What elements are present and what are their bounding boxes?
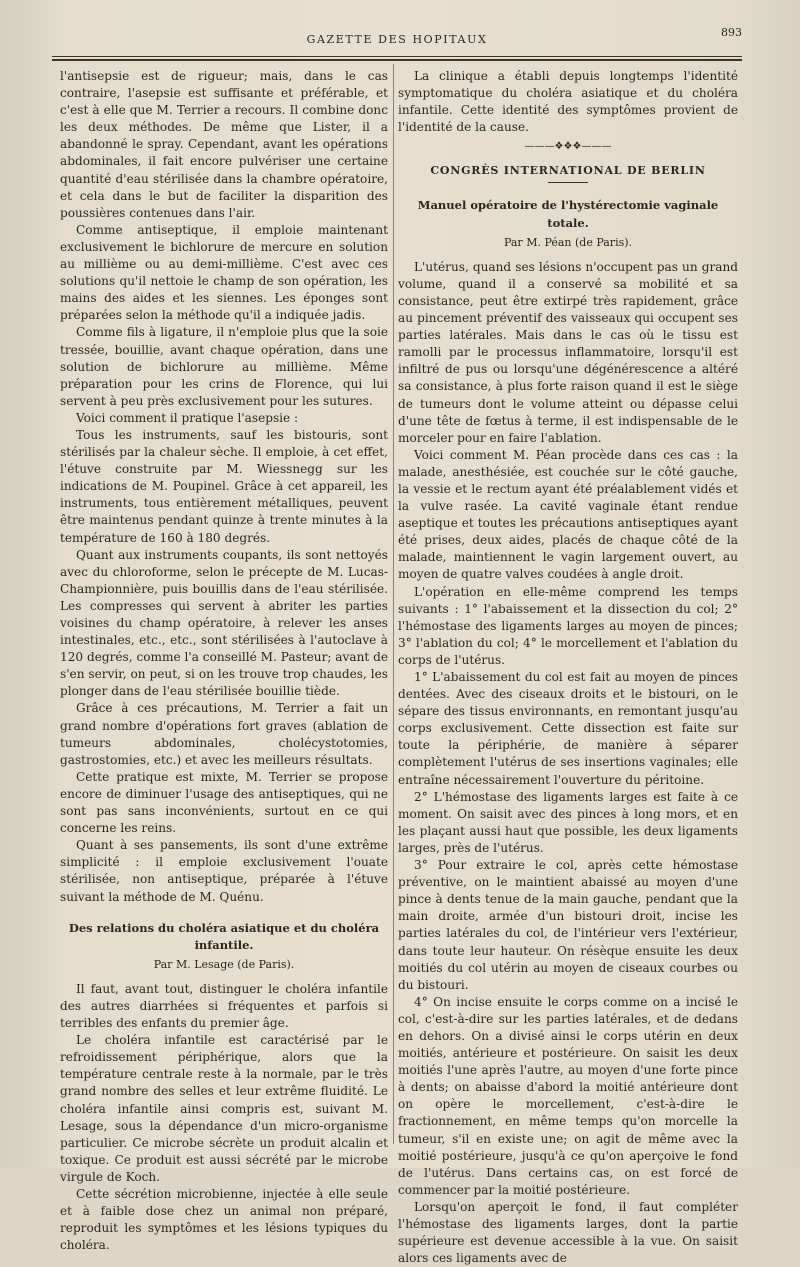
paragraph: Lorsqu'on aperçoit le fond, il faut compléter l'hémostase des ligaments larges, dont la partie supérieure est devenue accessible à la vue. On saisit alors ces ligaments avec de <box>398 1199 738 1266</box>
paragraph: Tous les instruments, sauf les bistouris, sont stérilisés par la chaleur sèche. Il emploie, à cet effet, l'étuve construite par M. Wiessnegg sur les indications de M. Poupinel. Grâce à cet appareil, les instruments, tous entièrement métalliques, peuvent être maintenus pendant quinze à trente minutes à la température de 160 à 180 degrés. <box>60 427 388 545</box>
paragraph: l'antisepsie est de rigueur; mais, dans le cas contraire, l'asepsie est suffisante et préférable, et c'est à elle que M. Terrier a recours. Il combine donc les deux méthodes. De même que Lister, il a abandonné le spray. Cependant, avant les opérations abdominales, il fait encore pulvériser une certaine quantité d'eau stérilisée dans la chambre opératoire, et cela dans le but de faciliter la disparition des poussières contenues dans l'air. <box>60 69 388 220</box>
paragraph: Le choléra infantile est caractérisé par le refroidissement périphérique, alors que la température centrale reste à la normale, par le très grand nombre des selles et leur extrême fluidité. Le choléra infantile ainsi compris est, suivant M. Lesage, sous la dépendance d'un micro-organisme particulier. Ce microbe sécrète un produit alcalin et toxique. Ce produit est aussi sécrété par le microbe virgule de Koch. <box>60 1033 388 1184</box>
paragraph: Voici comment il pratique l'asepsie : <box>76 410 299 425</box>
paragraph: 2° L'hémostase des ligaments larges est faite à ce moment. On saisit avec des pinces à long mors, et en les plaçant aussi haut que possible, les deux ligaments larges, près de l'utérus. <box>398 789 738 855</box>
ornament-divider: ———❖❖❖——— <box>524 141 612 153</box>
article-byline: Par M. Péan (de Paris). <box>503 235 633 249</box>
section-title: Des relations du choléra asiatique et du choléra infantile. <box>68 920 380 952</box>
paragraph: Cette pratique est mixte, M. Terrier se propose encore de diminuer l'usage des antiseptiques, qui ne sont pas sans inconvénients, surtout en ce qui concerne les reins. <box>60 769 388 836</box>
paragraph: L'utérus, quand ses lésions n'occupent pas un grand volume, quand il a conservé sa mobilité et sa consistance, peut être extirpé très rapidement, grâce au pincement préventif des vaisseaux qui occupent ses parties latérales. Mais dans le cas où le tissu est ramolli par le processus inflammatoire, lorsqu'il est infiltré de pus ou lorsqu'une dégénérescence a altéré sa consistance, à plus forte raison quand il est le siège de tumeurs dont le volume atteint ou dépasse celui d'une tête de fœtus à terme, il est indispensable de le morceler pour en faire l'ablation. <box>398 259 738 445</box>
paragraph: Voici comment M. Péan procède dans ces cas : la malade, anesthésiée, est couchée sur le côté gauche, la vessie et le rectum ayant été préalablement vidés et la vulve rasée. La cavité vaginale étant rendue aseptique et toutes les précautions antiseptiques ayant été prises, deux aides, placés de chaque côté de la malade, maintiennent le vagin largement ouvert, au moyen de quatre valves coudées à angle droit. <box>398 447 738 582</box>
header-rule-thick <box>52 59 742 61</box>
header-rule <box>52 56 742 57</box>
article-title: Manuel opératoire de l'hystérectomie vaginale totale. <box>417 198 719 230</box>
paragraph: 3° Pour extraire le col, après cette hémostase préventive, on le maintient abaissé au moyen d'une pince à dents tenue de la main gauche, pendant que la main droite, armée d'un bistouri droit, incise les parties latérales du col, de l'intérieur vers l'extérieur, dans toute leur hauteur. On résèque ensuite les deux moitiés du col utérin au moyen de ciseaux courbes ou du bistouri. <box>398 858 738 992</box>
congress-title: CONGRÈS INTERNATIONAL DE BERLIN <box>430 164 706 178</box>
page-header <box>52 26 742 54</box>
paragraph: La clinique a établi depuis longtemps l'identité symptomatique du choléra asiatique et du choléra infantile. Cette identité des symptômes provient de l'identité de la cause. <box>398 69 738 135</box>
paragraph: 4° On incise ensuite le corps comme on a incisé le col, c'est-à-dire sur les parties latérales, et de dedans en dehors. On a divisé ainsi le corps utérin en deux moitiés, antérieure et postérieure. On saisit les deux moitiés l'une après l'autre, au moyen d'une forte pince à dents; on abaisse d'abord la moitié antérieure dont on opère le morcellement, c'est-à-dire le fractionnement, en même temps qu'on morcelle la tumeur, s'il en existe une; on agit de même avec la moitié postérieure, jusqu'à ce qu'on aperçoive le fond de l'utérus. Dans certains cas, on est forcé de commencer par la moitié postérieure. <box>398 994 738 1197</box>
paragraph: Quant à ses pansements, ils sont d'une extrême simplicité : il emploie exclusivement l'ouate stérilisée, non antiseptique, préparée à l'étuve suivant la méthode de M. Quénu. <box>60 838 388 904</box>
journal-title: GAZETTE DES HOPITAUX <box>306 33 488 46</box>
paragraph: Il faut, avant tout, distinguer le choléra infantile des autres diarrhées si fréquentes et parfois si terribles des enfants du premier âge. <box>60 981 388 1031</box>
paragraph: Quant aux instruments coupants, ils sont nettoyés avec du chloroforme, selon le précepte de M. Lucas-Championnière, puis bouillis dans de l'eau stérilisée. Les compresses qui servent à abriter les parties voisines du champ opératoire, à relever les anses intestinales, etc., etc., sont stérilisées à l'autoclave à 120 degrés, comme l'a conseillé M. Pasteur; avant de s'en servir, on peut, si on les trouve trop chaudes, les plonger dans de l'eau stérilisée bouillie tiède. <box>60 547 388 699</box>
paragraph: Grâce à ces précautions, M. Terrier a fait un grand nombre d'opérations fort graves (ablation de tumeurs abdominales, cholécystotomies, gastrostomies, etc.) et avec les meilleurs résultats. <box>60 701 388 767</box>
page-number: 893 <box>721 26 742 39</box>
paragraph: L'opération en elle-même comprend les temps suivants : 1° l'abaissement et la dissection du col; 2° l'hémostase des ligaments larges au moyen de pinces; 3° l'ablation du col; 4° le morcellement et l'ablation du corps de l'utérus. <box>398 584 738 667</box>
section-byline: Par M. Lesage (de Paris). <box>153 957 295 971</box>
right-column <box>398 68 738 1267</box>
column-divider <box>393 64 394 1144</box>
paragraph: Cette sécrétion microbienne, injectée à elle seule et à faible dose chez un animal non préparé, reproduit les symptômes et les lésions typiques du choléra. <box>60 1187 388 1253</box>
paragraph: Comme antiseptique, il emploie maintenant exclusivement le bichlorure de mercure en solution au millième ou au demi-millième. C'est avec ces solutions qu'il nettoie le champ de son opération, les mains des aides et les siennes. Les éponges sont préparées selon la méthode qu'il a indiquée jadis. <box>60 222 388 323</box>
paragraph: 1° L'abaissement du col est fait au moyen de pinces dentées. Avec des ciseaux droits et le bistouri, on le sépare des tissus environnants, en remontant jusqu'au corps exclusivement. Cette dissection est faite sur toute la périphérie, de manière à séparer complètement l'utérus de ses insertions vaginales; elle entraîne nécessairement l'ouverture du péritoine. <box>398 670 738 787</box>
left-column <box>60 68 388 1254</box>
short-rule <box>548 182 588 183</box>
paragraph: Comme fils à ligature, il n'emploie plus que la soie tressée, bouillie, avant chaque opération, dans une solution de bichlorure au millième. Même préparation pour les crins de Florence, qui lui servent à peu près exclusivement pour les sutures. <box>60 325 388 408</box>
